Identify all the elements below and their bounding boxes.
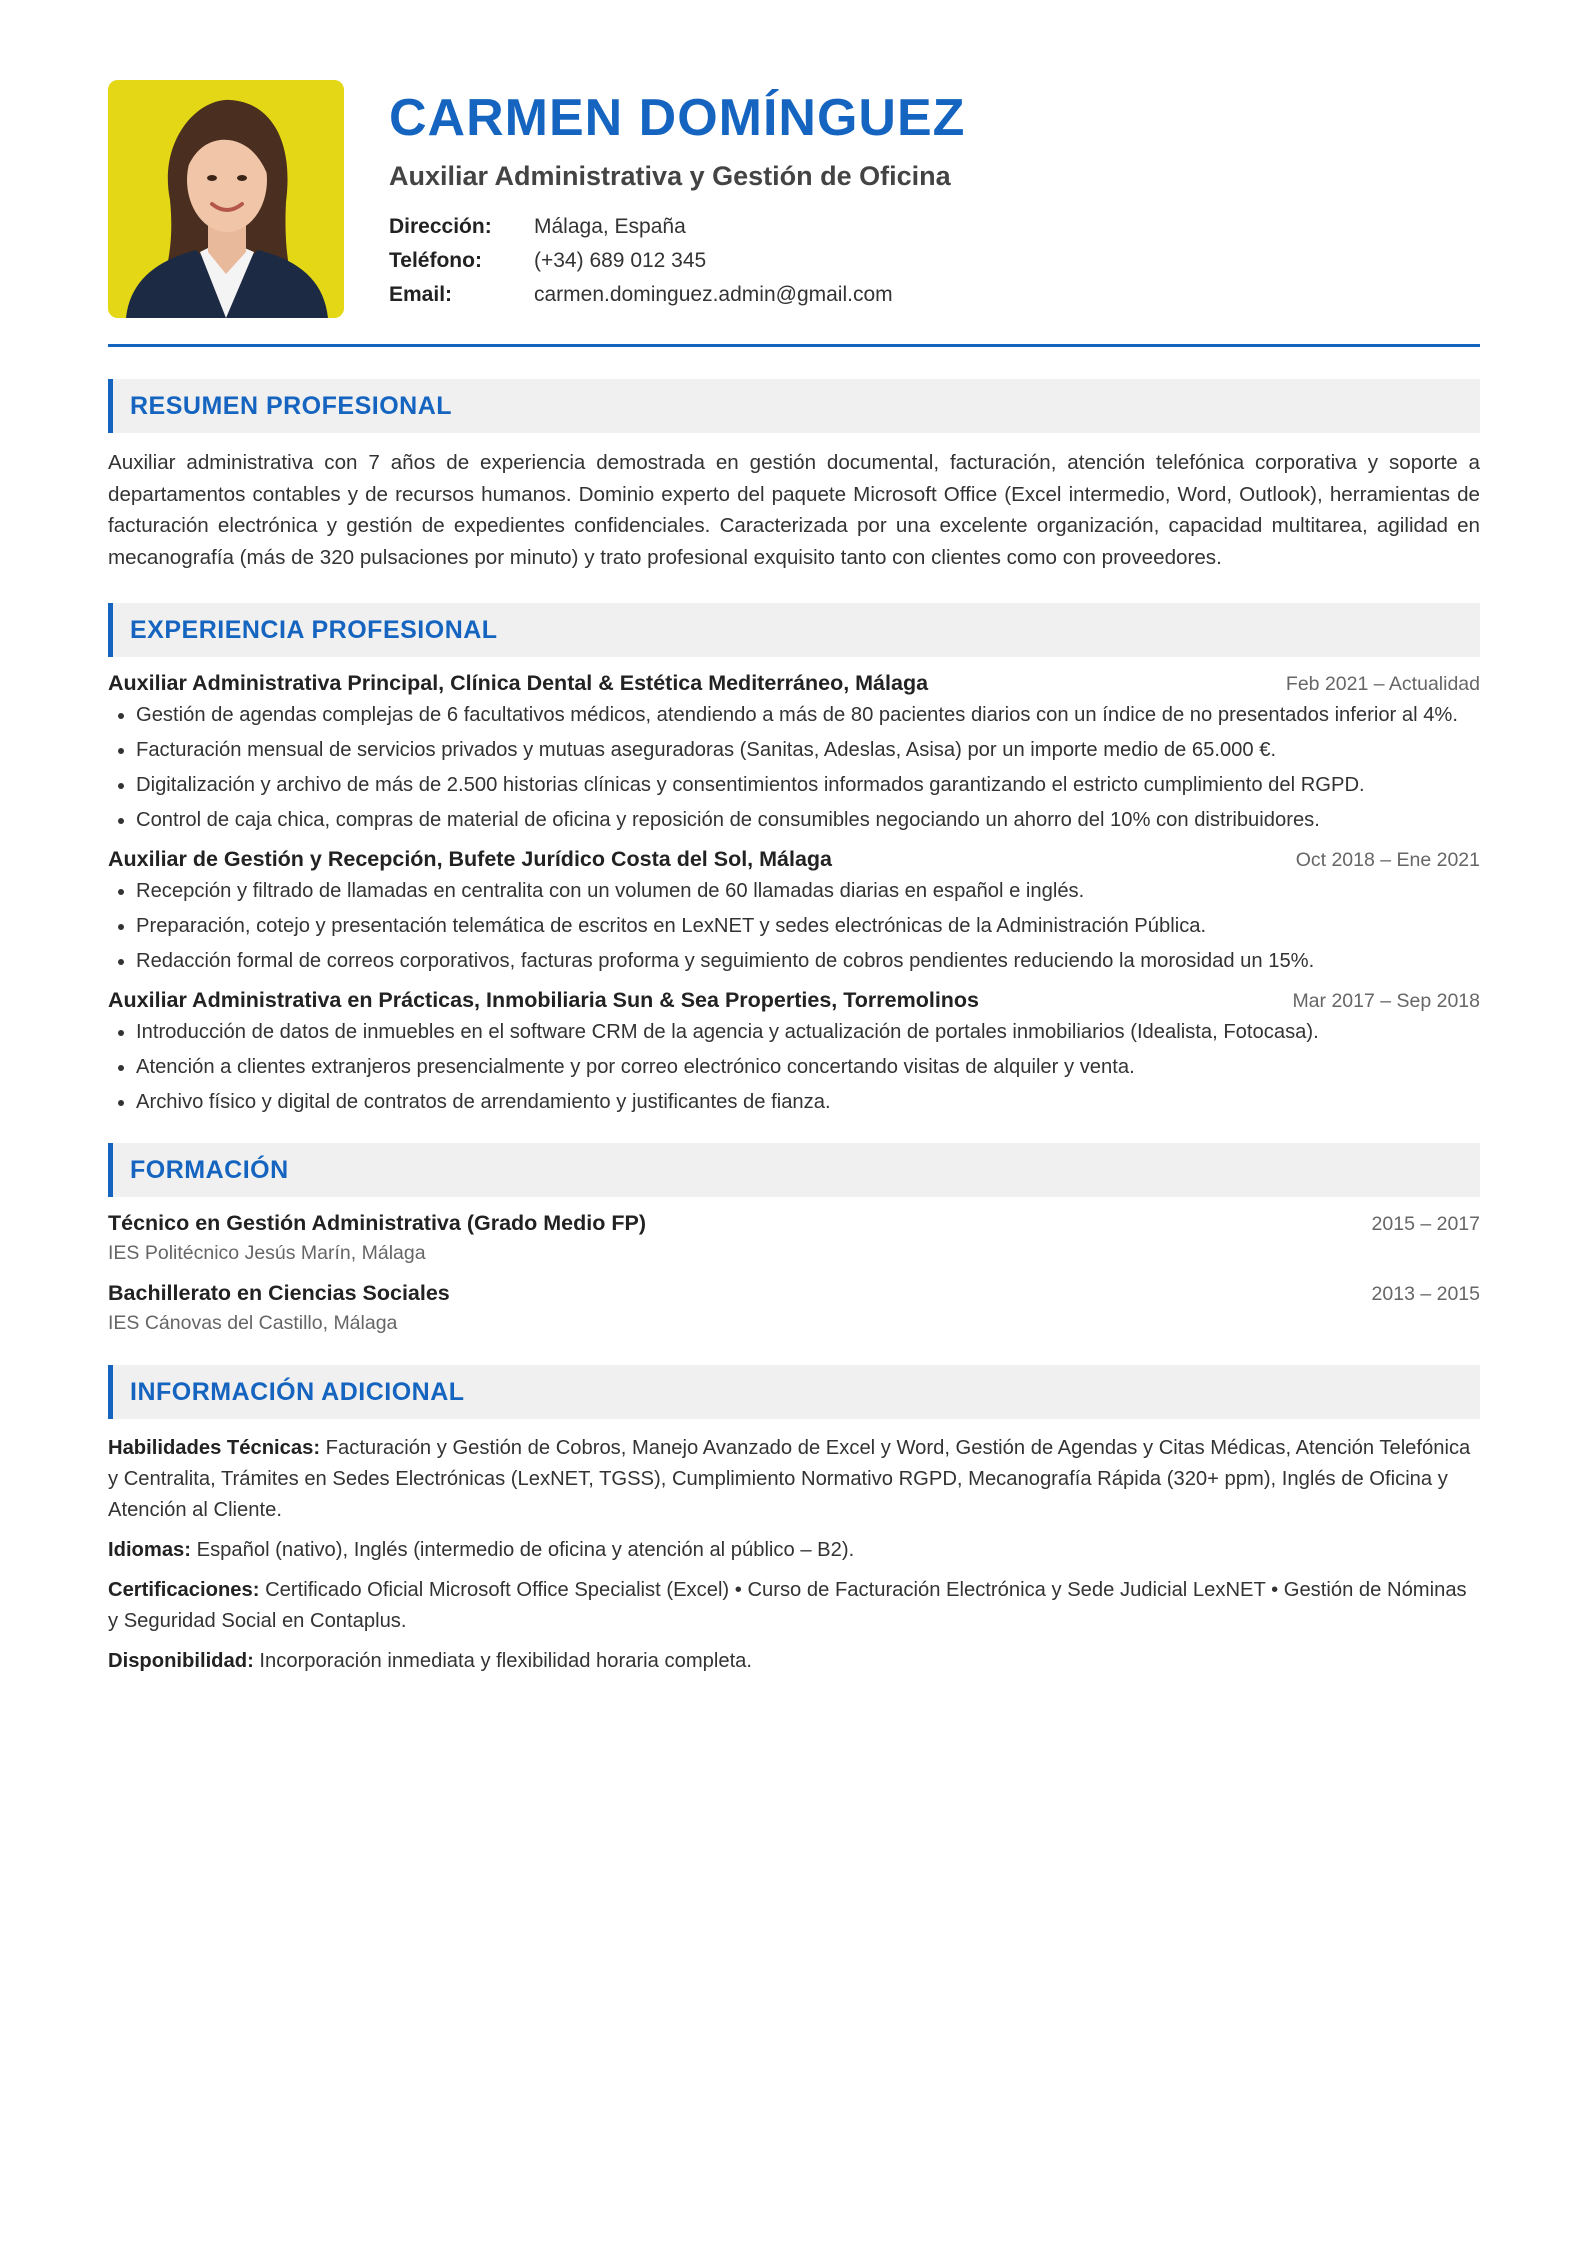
summary-text: Auxiliar administrativa con 7 años de experiencia demostrada en gestión documental, facturación, atención telefónica corporativa y soporte a departamentos contables y de recursos humanos. Dominio experto del paquete Microsoft Office (Excel intermedio, Word, Outlook), herramientas de facturación electrónica y gestión de expedientes confidenciales. Caracterizada por una excelente organización, capacidad multitarea, agilidad en mecanografía (más de 320 pulsaciones por minuto) y trato profesional exquisito tanto con clientes como con proveedores. <box>108 451 1480 569</box>
contact-value: Málaga, España <box>534 215 686 238</box>
list-item: • Gestión de agendas complejas de 6 facultativos médicos, atendiendo a más de 80 pacientes diarios con un índice de no presentados inferior al 4%. <box>136 700 1480 730</box>
additional-info <box>108 1433 1480 1677</box>
candidate-title: Auxiliar Administrativa y Gestión de Oficina <box>389 161 951 191</box>
contact-value: carmen.dominguez.admin@gmail.com <box>534 283 893 306</box>
list-item: • Control de caja chica, compras de material de oficina y reposición de consumibles negociando un ahorro del 10% con distribuidores. <box>136 805 1480 835</box>
section-heading-additional: INFORMACIÓN ADICIONAL <box>108 1365 1480 1419</box>
job-date: Mar 2017 – Sep 2018 <box>1292 990 1480 1012</box>
candidate-name: CARMEN DOMÍNGUEZ <box>389 89 966 147</box>
list-item: • Facturación mensual de servicios privados y mutuas aseguradoras (Sanitas, Adeslas, Asisa) por un importe medio de 65.000 €. <box>136 735 1480 765</box>
profile-photo <box>108 80 344 318</box>
languages-paragraph <box>108 1535 1480 1566</box>
contact-label: Dirección: <box>389 215 492 238</box>
job-date: Feb 2021 – Actualidad <box>1285 673 1480 695</box>
list-item: • Atención a clientes extranjeros presencialmente y por correo electrónico concertando visitas de alquiler y venta. <box>136 1052 1480 1082</box>
list-item: • Introducción de datos de inmuebles en el software CRM de la agencia y actualización de portales inmobiliarios (Idealista, Fotocasa). <box>136 1017 1480 1047</box>
certifications-paragraph <box>108 1575 1480 1637</box>
contact-row-address <box>389 210 965 244</box>
job-role: Auxiliar de Gestión y Recepción, Bufete Jurídico Costa del Sol, Málaga <box>108 847 833 871</box>
header-divider <box>108 344 1480 347</box>
job-bullets <box>108 1017 1480 1117</box>
skills-paragraph <box>108 1433 1480 1526</box>
section-heading-summary: RESUMEN PROFESIONAL <box>108 379 1480 433</box>
section-heading-education: FORMACIÓN <box>108 1143 1480 1197</box>
info-text: Español (nativo), Inglés (intermedio de oficina y atención al público – B2). <box>196 1539 855 1561</box>
education-date: 2015 – 2017 <box>1371 1213 1480 1235</box>
header-info <box>389 80 965 312</box>
education-degree: Bachillerato en Ciencias Sociales <box>108 1281 450 1305</box>
info-label: Disponibilidad: <box>108 1650 254 1672</box>
info-label: Certificaciones: <box>108 1579 260 1601</box>
education-school: IES Politécnico Jesús Marín, Málaga <box>108 1242 426 1264</box>
info-text: Facturación y Gestión de Cobros, Manejo Avanzado de Excel y Word, Gestión de Agendas y Citas Médicas, Atención Telefónica y Centralita, Trámites en Sedes Electrónicas (LexNET, TGSS), Cumplimiento Normativo RGPD, Mecanografía Rápida (320+ ppm), Inglés de Oficina y Atención al Cliente. <box>108 1437 1471 1521</box>
job-bullets <box>108 876 1480 976</box>
info-text: Certificado Oficial Microsoft Office Specialist (Excel) • Curso de Facturación Electrónica y Sede Judicial LexNET • Gestión de Nóminas y Seguridad Social en Contaplus. <box>108 1579 1467 1632</box>
info-label: Idiomas: <box>108 1539 192 1561</box>
list-item: • Redacción formal de correos corporativos, facturas proforma y seguimiento de cobros pendientes reduciendo la morosidad un 15%. <box>136 946 1480 976</box>
education-date: 2013 – 2015 <box>1371 1283 1480 1305</box>
info-label: Habilidades Técnicas: <box>108 1437 321 1459</box>
contact-label: Email: <box>389 283 453 306</box>
experience-entry <box>108 671 1480 835</box>
resume-header <box>108 80 1480 318</box>
contact-row-email <box>389 278 965 312</box>
job-date: Oct 2018 – Ene 2021 <box>1295 849 1480 871</box>
job-bullets <box>108 700 1480 835</box>
education-degree: Técnico en Gestión Administrativa (Grado Medio FP) <box>108 1211 646 1235</box>
job-role: Auxiliar Administrativa Principal, Clínica Dental & Estética Mediterráneo, Málaga <box>108 671 929 695</box>
job-role: Auxiliar Administrativa en Prácticas, Inmobiliaria Sun & Sea Properties, Torremolinos <box>108 988 980 1012</box>
contact-label: Teléfono: <box>389 249 482 272</box>
contact-list <box>389 210 965 312</box>
list-item: • Recepción y filtrado de llamadas en centralita con un volumen de 60 llamadas diarias en español e inglés. <box>136 876 1480 906</box>
experience-entry <box>108 988 1480 1117</box>
contact-value: (+34) 689 012 345 <box>534 249 707 272</box>
education-entry <box>108 1281 1480 1335</box>
list-item: • Archivo físico y digital de contratos de arrendamiento y justificantes de fianza. <box>136 1087 1480 1117</box>
section-heading-experience: EXPERIENCIA PROFESIONAL <box>108 603 1480 657</box>
education-entry <box>108 1211 1480 1265</box>
list-item: • Preparación, cotejo y presentación telemática de escritos en LexNET y sedes electrónicas de la Administración Pública. <box>136 911 1480 941</box>
list-item: • Digitalización y archivo de más de 2.500 historias clínicas y consentimientos informados garantizando el estricto cumplimiento del RGPD. <box>136 770 1480 800</box>
experience-entry <box>108 847 1480 976</box>
education-school: IES Cánovas del Castillo, Málaga <box>108 1312 398 1334</box>
profile-portrait-icon <box>108 80 344 318</box>
availability-paragraph <box>108 1646 1480 1677</box>
info-text: Incorporación inmediata y flexibilidad horaria completa. <box>259 1650 753 1672</box>
contact-row-phone <box>389 244 965 278</box>
